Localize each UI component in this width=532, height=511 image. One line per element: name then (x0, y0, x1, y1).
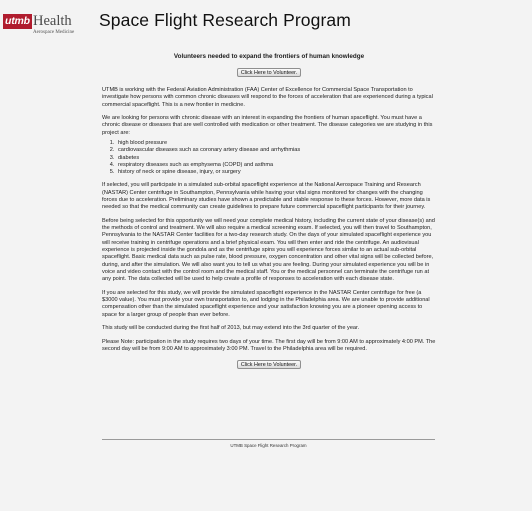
volunteer-button-bottom[interactable]: Click Here to Volunteer. (237, 360, 301, 369)
page-title: Space Flight Research Program (99, 10, 351, 30)
list-item: 4. respiratory diseases such as emphysema (COPD) and asthma (116, 162, 436, 169)
looking-paragraph: We are looking for persons with chronic disease with an interest in expanding the frontiers of human spaceflight. You must have a chronic disease or diseases that are well controlled with medication or other treatment. The disease categories we are studying in this project are: (102, 115, 433, 136)
utmb-health-logo (3, 12, 89, 40)
top-button-row (102, 68, 436, 79)
logo-subtitle: Aerospace Medicine (33, 30, 75, 35)
bottom-button-row (102, 360, 436, 371)
headline: Volunteers needed to expand the frontiers of human knowledge (173, 53, 365, 60)
main-content (102, 53, 436, 371)
logo-brand-mark: utmb (5, 15, 30, 27)
timing-paragraph: This study will be conducted during the first half of 2013, but may extend into the 3rd quarter of the year. (102, 325, 360, 332)
spacer (102, 79, 436, 87)
note-paragraph: Please Note: participation in the study requires two days of your time. The first day will be from 9:00 AM to approximately 4:00 PM. The second day will be from 9:00 AM to approximately 3:00 PM. Travel to the Philadelphia area will be required. (102, 338, 436, 352)
list-item: 3. diabetes (116, 155, 436, 162)
footer-divider (102, 439, 435, 440)
selected-paragraph: If selected, you will participate in a simulated sub-orbital spaceflight experience at the National Aerospace Training and Research (NASTAR) Center centrifuge in Southampton, Pennsylvania while having your vital signs monitored for changes with the changing forces due to acceleration. Preliminary studies have shown a predictable and stable response to these forces. However, more data is needed so that the medical community can create guidelines to prepare future commercial spaceflight participants for their journey. (102, 182, 431, 211)
intro-paragraph: UTMB is working with the Federal Aviation Administration (FAA) Center of Excellence for Commercial Space Transportation to investigate how persons with common chronic diseases will respond to the forces of acceleration that are experienced during a typical commercial spaceflight. This is a new frontier in medicine. (102, 87, 433, 108)
list-item: 2. cardiovascular diseases such as coronary artery disease and arrhythmias (116, 147, 436, 154)
volunteer-button-top[interactable]: Click Here to Volunteer. (237, 68, 301, 77)
footer-text: UTMB Space Flight Research Program (230, 443, 307, 448)
before-paragraph: Before being selected for this opportunity we will need your complete medical history, including the current state of your disease(s) and the methods of control and treatment. We will also require a medical screening exam. If selected, you will then travel to Southampton, Pennsylvania to the NASTAR Center facilities for a two-day research study. On the days of your simulated spaceflight experience you will receive training in centrifuge operations and a brief physical exam. You will then enter and ride the centrifuge. An audiovisual experience is projected inside the gondola and as the centrifuge spins you will experience forces similar to an actual sub-orbital spaceflight. Basic medical data such as pulse rate, blood pressure, oxygen concentration and other vital signs will be collected before, during, and after the simulation. We will also want you to tell us what you are feeling. During your simulated experience you will be in voice and video contact with the control room and the medical staff. You or the medical personnel can terminate the centrifuge run at any point. The data collected will be used to help create a profile of responses to acceleration with each disease state. (102, 217, 435, 283)
disease-list (102, 140, 436, 176)
logo-name: Health (33, 13, 72, 29)
list-item: 1. high blood pressure (116, 140, 436, 147)
free-paragraph: If you are selected for this study, we will provide the simulated spaceflight experience in the NASTAR Center centrifuge for free (a $3000 value). You must provide your own transportation to, and lodging in the Philadelphia area. We are unable to provide additional compensation other than the simulated spaceflight experience and your satisfaction knowing you are a pioneer opening access to space for a larger group of people than ever before. (102, 289, 430, 318)
list-item: 5. history of neck or spine disease, injury, or surgery (116, 169, 436, 176)
